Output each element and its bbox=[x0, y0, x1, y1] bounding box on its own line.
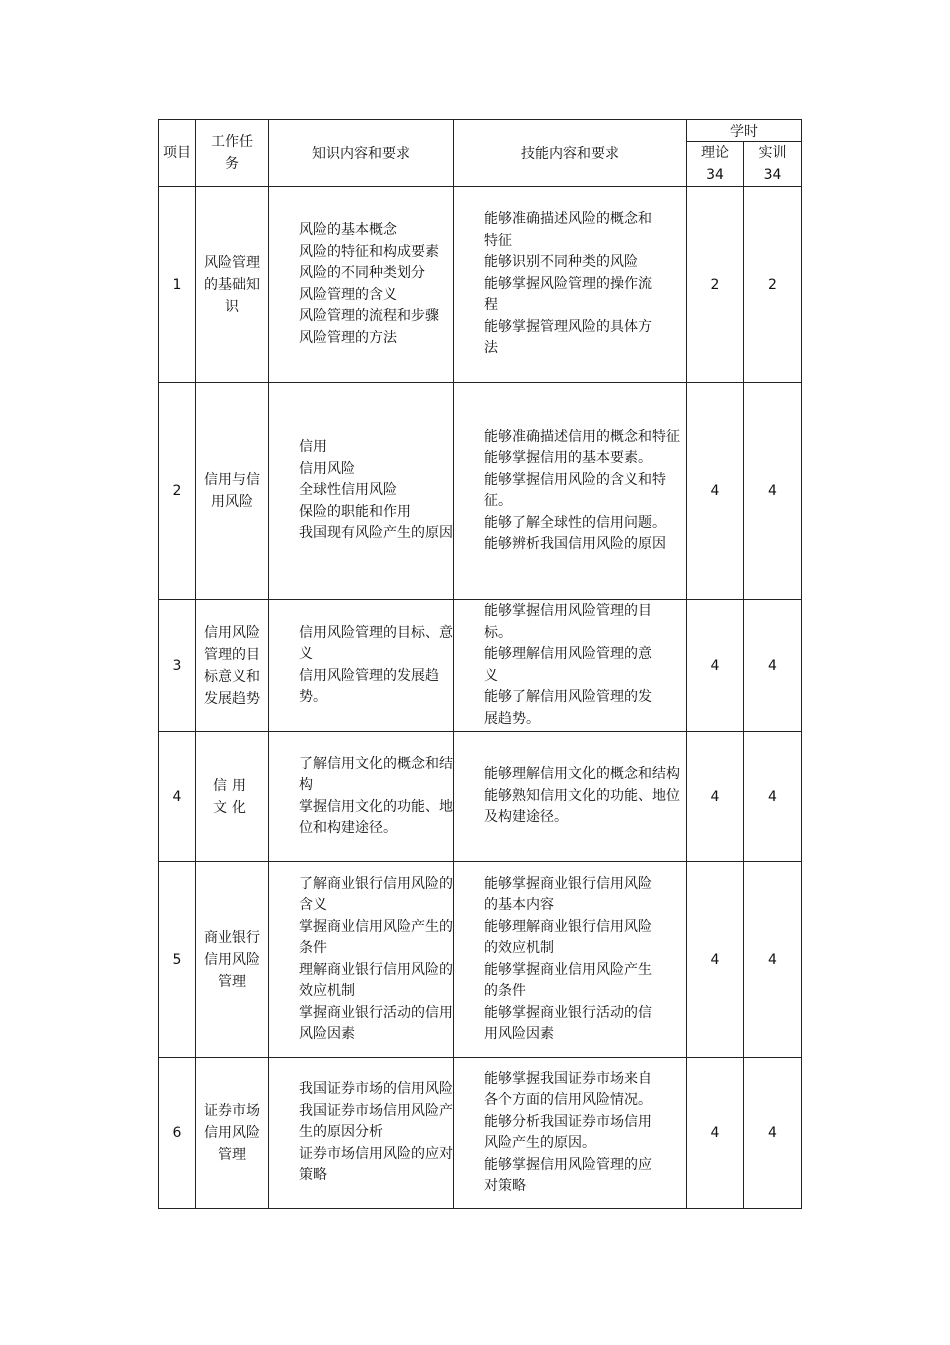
header-theory-total: 34 bbox=[706, 167, 724, 183]
list-item: 能够掌握我国证券市场来自各个方面的信用风险情况。 bbox=[484, 1070, 652, 1108]
header-practice bbox=[744, 142, 802, 187]
table-row bbox=[159, 600, 802, 732]
list-item: 能够掌握商业银行活动的信用风险因素 bbox=[484, 1004, 652, 1042]
list-item: 能够掌握商业信用风险产生的条件 bbox=[484, 961, 652, 999]
list-item: 我国证券市场信用风险产生的原因分析 bbox=[299, 1102, 453, 1141]
list-item: 了解商业银行信用风险的含义 bbox=[299, 875, 453, 913]
row-theory-hours: 4 bbox=[687, 1058, 744, 1209]
list-item: 能够分析我国证券市场信用风险产生的原因。 bbox=[484, 1113, 652, 1151]
row-skill bbox=[454, 732, 687, 862]
list-item: 我国现有风险产生的原因 bbox=[299, 525, 453, 542]
list-item: 掌握商业信用风险产生的条件 bbox=[299, 918, 453, 956]
row-number: 1 bbox=[159, 187, 196, 383]
row-practice-hours: 4 bbox=[744, 1058, 802, 1209]
row-knowledge bbox=[269, 862, 454, 1058]
row-task: 商业银行信用风险管理 bbox=[196, 862, 269, 1058]
row-theory-hours: 4 bbox=[687, 862, 744, 1058]
table-row bbox=[159, 862, 802, 1058]
row-practice-hours: 4 bbox=[744, 732, 802, 862]
table-row bbox=[159, 732, 802, 862]
row-number: 6 bbox=[159, 1058, 196, 1209]
row-skill bbox=[454, 600, 687, 732]
row-skill bbox=[454, 187, 687, 383]
header-theory-label: 理论 bbox=[701, 145, 729, 161]
list-item: 能够准确描述信用的概念和特征 bbox=[484, 428, 680, 445]
list-item: 风险的特征和构成要素 bbox=[299, 243, 439, 260]
row-theory-hours: 4 bbox=[687, 383, 744, 600]
row-task: 信用文化 bbox=[196, 732, 269, 862]
list-item: 风险的基本概念 bbox=[299, 222, 397, 238]
row-task: 信用风险管理的目标意义和发展趋势 bbox=[196, 600, 269, 732]
row-practice-hours: 4 bbox=[744, 862, 802, 1058]
row-number: 4 bbox=[159, 732, 196, 862]
row-task: 风险管理的基础知识 bbox=[196, 187, 269, 383]
row-practice-hours: 4 bbox=[744, 383, 802, 600]
list-item: 能够理解商业银行信用风险的效应机制 bbox=[484, 918, 652, 956]
list-item: 能够掌握信用风险管理的应对策略 bbox=[484, 1156, 652, 1194]
row-knowledge bbox=[269, 187, 454, 383]
row-practice-hours: 4 bbox=[744, 600, 802, 732]
list-item: 能够掌握商业银行信用风险的基本内容 bbox=[484, 875, 652, 913]
row-practice-hours: 2 bbox=[744, 187, 802, 383]
list-item: 能够了解全球性的信用问题。 bbox=[484, 514, 666, 531]
list-item: 风险管理的方法 bbox=[299, 329, 397, 346]
list-item: 理解商业银行信用风险的效应机制 bbox=[299, 961, 453, 999]
header-task: 工作任务 bbox=[196, 120, 269, 187]
header-theory bbox=[687, 142, 744, 187]
list-item: 能够掌握信用风险管理的目标。 bbox=[484, 603, 652, 641]
list-item: 风险的不同种类划分 bbox=[299, 265, 425, 281]
row-number: 2 bbox=[159, 383, 196, 600]
header-knowledge: 知识内容和要求 bbox=[269, 120, 454, 187]
list-item: 信用风险管理的目标、意义 bbox=[299, 624, 453, 662]
row-skill bbox=[454, 383, 687, 600]
list-item: 能够识别不同种类的风险 bbox=[484, 254, 638, 271]
list-item: 了解信用文化的概念和结构 bbox=[299, 755, 453, 793]
list-item: 能够熟知信用文化的功能、地位及构建途径。 bbox=[484, 787, 680, 826]
table-row bbox=[159, 187, 802, 383]
row-number: 5 bbox=[159, 862, 196, 1058]
header-hours: 学时 bbox=[687, 120, 802, 142]
row-skill bbox=[454, 1058, 687, 1209]
row-knowledge bbox=[269, 600, 454, 732]
list-item: 能够掌握信用风险的含义和特征。 bbox=[484, 471, 666, 509]
list-item: 能够理解信用文化的概念和结构 bbox=[484, 766, 680, 783]
list-item: 信用风险 bbox=[299, 460, 355, 477]
list-item: 能够辨析我国信用风险的原因 bbox=[484, 536, 666, 552]
header-skill: 技能内容和要求 bbox=[454, 120, 687, 187]
table-row bbox=[159, 383, 802, 600]
row-knowledge bbox=[269, 732, 454, 862]
row-knowledge bbox=[269, 383, 454, 600]
list-item: 能够掌握信用的基本要素。 bbox=[484, 450, 652, 466]
header-practice-total: 34 bbox=[763, 167, 782, 183]
row-task: 证券市场信用风险管理 bbox=[196, 1058, 269, 1209]
table-row bbox=[159, 1058, 802, 1209]
list-item: 能够准确描述风险的概念和特征 bbox=[484, 211, 652, 249]
list-item: 掌握信用文化的功能、地位和构建途径。 bbox=[299, 798, 453, 836]
list-item: 风险管理的流程和步骤 bbox=[299, 308, 439, 324]
list-item: 我国证券市场的信用风险 bbox=[299, 1081, 453, 1098]
list-item: 全球性信用风险 bbox=[299, 482, 397, 499]
header-practice-label: 实训 bbox=[758, 145, 787, 161]
list-item: 信用 bbox=[299, 439, 327, 456]
row-knowledge bbox=[269, 1058, 454, 1209]
list-item: 保险的职能和作用 bbox=[299, 503, 411, 520]
curriculum-table bbox=[158, 119, 802, 1209]
list-item: 能够掌握管理风险的具体方法 bbox=[484, 318, 652, 357]
list-item: 风险管理的含义 bbox=[299, 286, 397, 303]
list-item: 能够了解信用风险管理的发展趋势。 bbox=[484, 689, 652, 727]
list-item: 信用风险管理的发展趋势。 bbox=[299, 667, 439, 705]
row-skill bbox=[454, 862, 687, 1058]
row-number: 3 bbox=[159, 600, 196, 732]
row-theory-hours: 4 bbox=[687, 600, 744, 732]
row-task: 信用与信用风险 bbox=[196, 383, 269, 600]
list-item: 证券市场信用风险的应对策略 bbox=[299, 1145, 453, 1184]
row-theory-hours: 2 bbox=[687, 187, 744, 383]
list-item: 能够掌握风险管理的操作流程 bbox=[484, 275, 652, 314]
row-theory-hours: 4 bbox=[687, 732, 744, 862]
list-item: 能够理解信用风险管理的意义 bbox=[484, 646, 652, 684]
list-item: 掌握商业银行活动的信用风险因素 bbox=[299, 1004, 453, 1042]
header-project: 项目 bbox=[159, 120, 196, 187]
